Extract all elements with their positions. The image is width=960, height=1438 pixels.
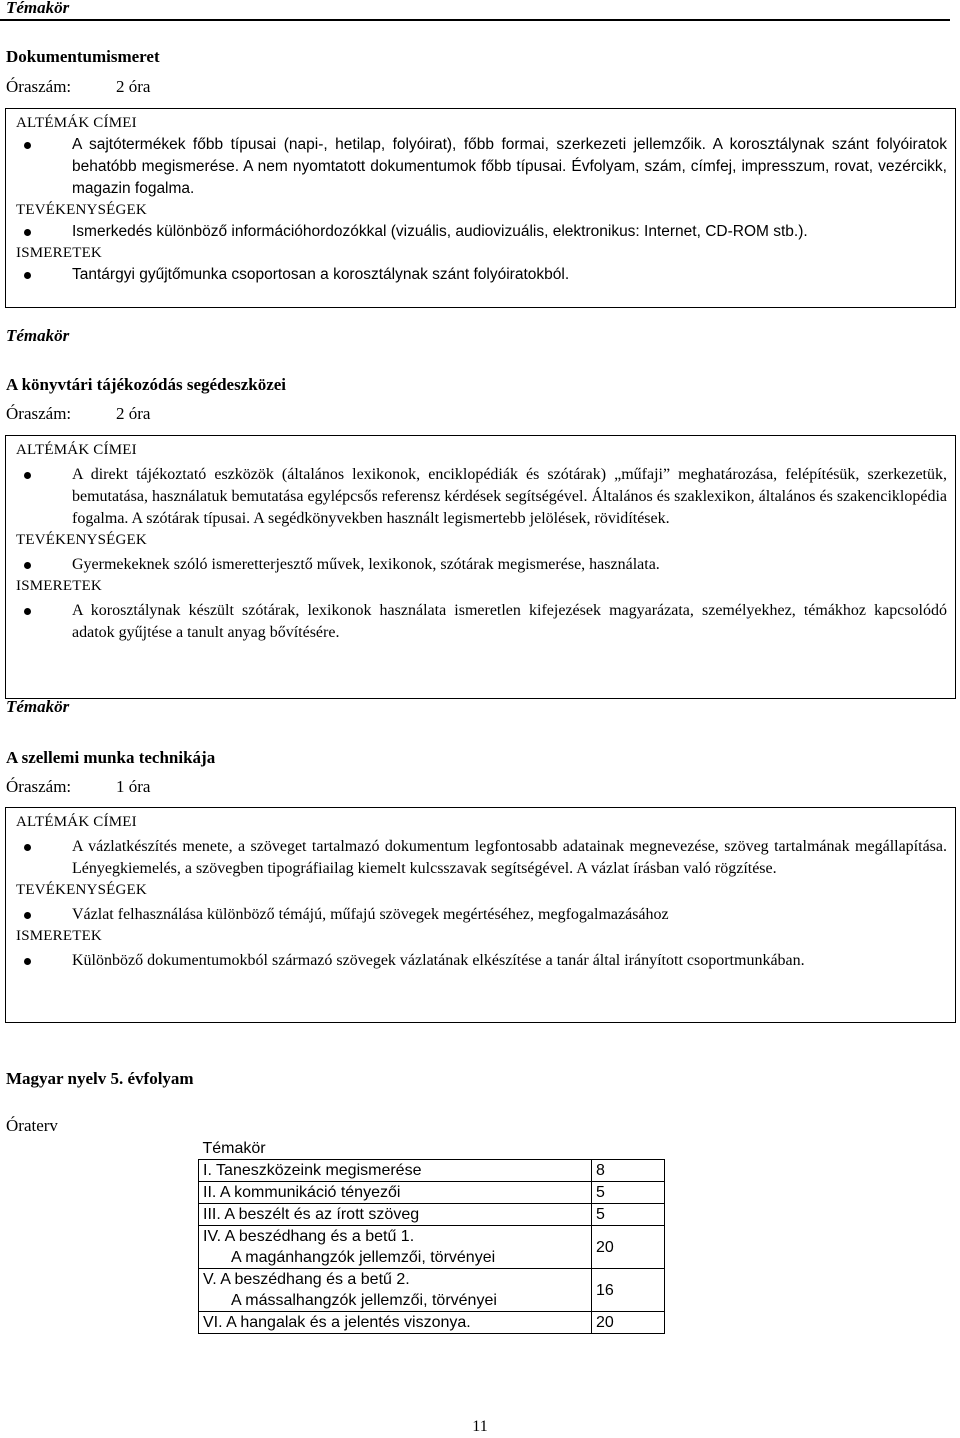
section-box (5, 435, 956, 699)
knowledge-heading: ISMERETEK (16, 928, 102, 944)
divider (0, 19, 950, 21)
subtopics-item (16, 464, 947, 530)
knowledge-text: Különböző dokumentumokból származó szövegek vázlatának elkészítése a tanár által irányított csoportmunkában. (72, 952, 805, 969)
activities-text: Vázlat felhasználása különböző témájú, műfajú szövegek megértéséhez, megfogalmazásához (72, 906, 669, 923)
activities-item (16, 221, 947, 243)
hours-cell: 5 (592, 1182, 665, 1204)
subtopics-item (16, 836, 947, 880)
topic-label: Témakör (6, 697, 70, 716)
hours-value: 1 óra (116, 777, 151, 796)
hours-plan-table (198, 1138, 665, 1334)
subtopics-text: A vázlatkészítés menete, a szöveget tartalmazó dokumentum legfontosabb adatainak megnevezése, szöveg tartalmának megállapítása. Lényegkiemelés, a szövegben tipográfiailag kiemelt kulcsszavak segítségével. A vázlat írásban való rögzítése. (72, 838, 947, 877)
section-box (5, 807, 956, 1023)
hours-cell: 16 (592, 1269, 665, 1312)
subtopics-text: A direkt tájékoztató eszközök (általános lexikonok, enciklopédiák és szótárak) „műfaji” meghatározása, felépítésük, szerkezetük, bemutatása, használatuk bemutatása egylépcsős referensz kérdések segítségével. Általános és szaklexikon, általános és szakenciklopédia fogalma. A szótárak típusai. A segédkönyvekben használt legismertebb jelölések, rövidítések. (72, 466, 947, 527)
knowledge-text: Tantárgyi gyűjtőmunka csoportosan a korosztálynak szánt folyóiratokból. (72, 266, 570, 283)
hours-row (6, 403, 150, 425)
knowledge-item (16, 600, 947, 644)
table-row (199, 1226, 665, 1269)
knowledge-text: A korosztálynak készült szótárak, lexikonok használata ismeretlen kifejezések magyarázata, személyekhez, témákhoz kapcsolódó adatok gyűjtése a tanult anyag bővítésére. (72, 602, 947, 641)
topic-subline: A mássalhangzók jellemzői, törvényei (231, 1292, 497, 1309)
bullet-icon (24, 958, 31, 965)
table-header-row (199, 1138, 665, 1160)
knowledge-item (16, 264, 947, 286)
table-row (199, 1182, 665, 1204)
hours-label: Óraszám: (6, 404, 72, 423)
section-title: A könyvtári tájékozódás segédeszközei (6, 375, 287, 394)
bullet-icon (24, 472, 31, 479)
knowledge-heading: ISMERETEK (16, 578, 102, 594)
table-row (199, 1204, 665, 1226)
bullet-icon (24, 272, 31, 279)
topic-cell: VI. A hangalak és a jelentés viszonya. (199, 1312, 592, 1334)
section-title: A szellemi munka technikája (6, 748, 216, 767)
section-box (5, 108, 956, 308)
table-header-cell: Témakör (199, 1138, 592, 1160)
activities-item (16, 554, 947, 576)
page-number: 11 (472, 1418, 488, 1435)
subtopics-heading: ALTÉMÁK CÍMEI (16, 115, 137, 131)
topic-cell: I. Taneszközeink megismerése (199, 1160, 592, 1182)
subtopics-heading: ALTÉMÁK CÍMEI (16, 442, 137, 458)
bullet-icon (24, 912, 31, 919)
hours-cell: 20 (592, 1226, 665, 1269)
knowledge-heading: ISMERETEK (16, 245, 102, 261)
topic-label: Témakör (6, 0, 70, 17)
subtopics-item (16, 134, 947, 200)
bullet-icon (24, 562, 31, 569)
grade-title: Magyar nyelv 5. évfolyam (6, 1069, 194, 1088)
hours-cell: 20 (592, 1312, 665, 1334)
hours-value: 2 óra (116, 77, 151, 96)
plan-label: Óraterv (6, 1116, 58, 1135)
topic-line: IV. A beszédhang és a betű 1. (203, 1228, 415, 1245)
hours-row (6, 76, 150, 98)
bullet-icon (24, 142, 31, 149)
table-row (199, 1160, 665, 1182)
bullet-icon (24, 608, 31, 615)
activities-heading: TEVÉKENYSÉGEK (16, 882, 147, 898)
hours-value: 2 óra (116, 404, 151, 423)
hours-label: Óraszám: (6, 77, 72, 96)
topic-cell (199, 1269, 592, 1312)
activities-heading: TEVÉKENYSÉGEK (16, 532, 147, 548)
topic-label: Témakör (6, 326, 70, 345)
topic-cell: III. A beszélt és az írott szöveg (199, 1204, 592, 1226)
topic-subline: A magánhangzók jellemzői, törvényei (231, 1249, 496, 1266)
bullet-icon (24, 844, 31, 851)
topic-cell (199, 1226, 592, 1269)
subtopics-heading: ALTÉMÁK CÍMEI (16, 814, 137, 830)
subtopics-text: A sajtótermékek főbb típusai (napi-, hetilap, folyóirat), főbb formai, szerkezeti jellemzőik. A korosztálynak szánt folyóiratok behatóbb megismerése. A nem nyomtatott dokumentumok főbb típusai. Évfolyam, szám, címfej, impresszum, rovat, vezércikk, magazin fogalma. (72, 136, 947, 197)
hours-row (6, 776, 150, 798)
bullet-icon (24, 229, 31, 236)
section-title: Dokumentumismeret (6, 47, 160, 66)
table-row (199, 1312, 665, 1334)
topic-line: V. A beszédhang és a betű 2. (203, 1271, 410, 1288)
activities-text: Gyermekeknek szóló ismeretterjesztő művek, lexikonok, szótárak megismerése, használata. (72, 556, 660, 573)
hours-cell: 8 (592, 1160, 665, 1182)
topic-cell: II. A kommunikáció tényezői (199, 1182, 592, 1204)
hours-label: Óraszám: (6, 777, 72, 796)
activities-item (16, 904, 947, 926)
activities-text: Ismerkedés különböző információhordozókkal (vizuális, audiovizuális, elektronikus: Internet, CD-ROM stb.). (72, 223, 808, 240)
knowledge-item (16, 950, 947, 972)
hours-cell: 5 (592, 1204, 665, 1226)
activities-heading: TEVÉKENYSÉGEK (16, 202, 147, 218)
table-row (199, 1269, 665, 1312)
